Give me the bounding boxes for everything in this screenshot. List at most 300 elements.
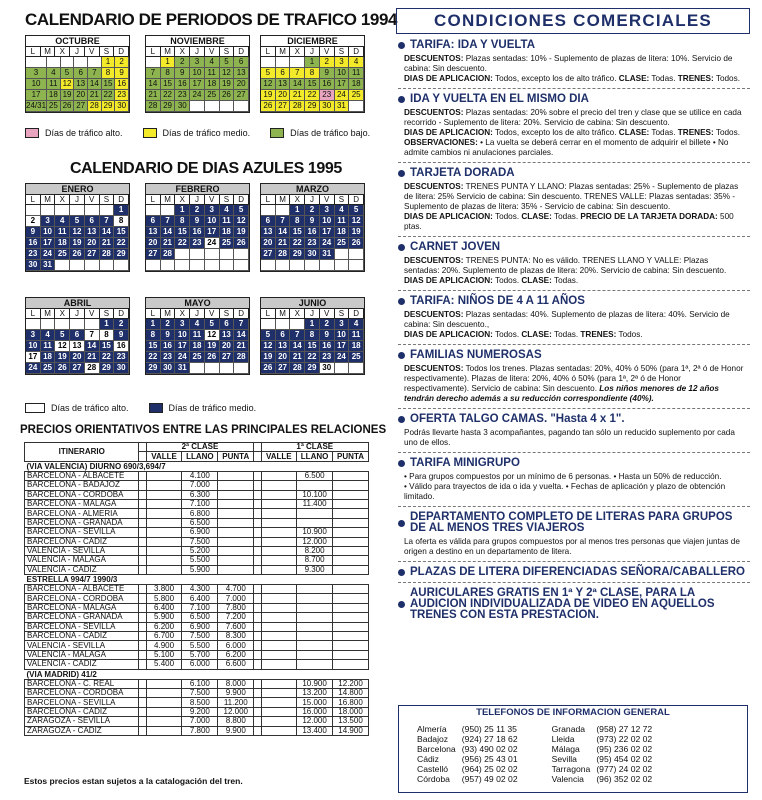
bullet-icon xyxy=(398,170,405,177)
calendar-day: 1 xyxy=(102,57,116,68)
price-cell: 6.100 xyxy=(182,679,218,688)
calendar-day: 4 xyxy=(190,319,205,330)
calendar-day: 19 xyxy=(349,227,364,238)
second-class-header: 2ª CLASE xyxy=(146,443,253,452)
route-cell: VALENCIA - CADIZ xyxy=(25,660,139,669)
table-row xyxy=(25,632,369,641)
price-cell: 16.800 xyxy=(333,698,369,707)
calendar-day xyxy=(190,101,205,112)
calendar-day: 9 xyxy=(305,216,320,227)
price-cell xyxy=(139,546,146,555)
price-cell xyxy=(333,622,369,631)
punta-header-2: PUNTA xyxy=(218,452,254,461)
calendar-day: 16 xyxy=(190,227,205,238)
weekday-header: V xyxy=(320,195,335,205)
price-cell: 7.000 xyxy=(218,594,254,603)
price-cell xyxy=(297,632,333,641)
table-row xyxy=(25,537,369,546)
condition-title-text: IDA Y VUELTA EN EL MISMO DIA xyxy=(410,93,589,105)
calendar-day: 20 xyxy=(261,238,276,249)
calendar-day: 19 xyxy=(220,79,235,90)
calendar-day: 19 xyxy=(55,352,70,363)
divider xyxy=(398,88,750,89)
calendar-day xyxy=(220,260,235,271)
table-row xyxy=(25,585,369,594)
llano-header-1: LLANO xyxy=(297,452,333,461)
calendar-day: 21 xyxy=(290,352,305,363)
calendar-day: 13 xyxy=(261,227,276,238)
condition-title-text: TARIFA: IDA Y VUELTA xyxy=(410,39,536,51)
route-cell: VALENCIA - SEVILLA xyxy=(25,546,139,555)
price-cell xyxy=(146,717,182,726)
weekday-header: M xyxy=(41,47,56,57)
condition-title-text: TARIFA: NIÑOS DE 4 A 11 AÑOS xyxy=(410,295,585,307)
weekday-header: X xyxy=(55,309,70,319)
weekday-header: V xyxy=(85,195,100,205)
bullet-icon xyxy=(398,460,405,467)
table-row xyxy=(25,717,369,726)
calendar-day: 31 xyxy=(320,249,335,260)
calendar-day xyxy=(85,319,100,330)
calendar-day: 29 xyxy=(102,101,116,112)
calendar-day: 14 xyxy=(85,341,100,352)
calendar-day xyxy=(26,319,41,330)
calendar-day: 17 xyxy=(41,238,56,249)
price-cell xyxy=(297,518,333,527)
calendar-diciembre xyxy=(260,35,365,113)
condition-text: DESCUENTOS: Plazas sentadas: 20% sobre el precio del tren y clase que se utilice en cada recorrido - Suplemento de litera: 20%. Servicio de cabina: Sin descuento. DIAS DE APLICACION: Todos, excepto los de alto tráfico. CLASE: Todas. TRENES: Todos. OBSERVACIONES: • La vuelta se deberá cerrar en el momento de adquirir el billete • No admite cambios ni anulaciones parciales. xyxy=(404,108,742,157)
price-cell: 8.300 xyxy=(218,632,254,641)
calendar-day xyxy=(205,260,220,271)
condition-section xyxy=(398,458,750,502)
weekday-header: V xyxy=(320,309,335,319)
calendar-day: 20 xyxy=(74,90,88,101)
price-cell xyxy=(139,565,146,574)
calendar-day: 24 xyxy=(205,238,220,249)
calendar-day: 23 xyxy=(161,352,176,363)
route-cell: VALENCIA - MALAGA xyxy=(25,650,139,659)
calendar-day: 8 xyxy=(102,68,116,79)
price-cell: 14.800 xyxy=(333,688,369,697)
table-row xyxy=(25,641,369,650)
calendar-day xyxy=(220,363,235,374)
calendar-day: 3 xyxy=(175,319,190,330)
price-cell xyxy=(261,717,297,726)
price-cell: 5.500 xyxy=(182,641,218,650)
price-cell xyxy=(333,537,369,546)
calendar-day: 13 xyxy=(234,68,249,79)
calendar-day: 10 xyxy=(175,330,190,341)
calendar-day: 21 xyxy=(88,90,102,101)
calendar-day: 2 xyxy=(320,319,335,330)
traffic-calendar-title: CALENDARIO DE PERIODOS DE TRAFICO 1994 xyxy=(25,10,398,29)
weekday-header: L xyxy=(146,195,161,205)
calendar-day: 19 xyxy=(205,341,220,352)
price-cell xyxy=(254,556,261,565)
month-name: DICIEMBRE xyxy=(261,36,364,47)
calendar-day: 12 xyxy=(70,227,85,238)
price-cell xyxy=(218,537,254,546)
table-row xyxy=(25,471,369,480)
calendar-day xyxy=(220,249,235,260)
calendar-noviembre xyxy=(145,35,250,113)
table-row xyxy=(25,688,369,697)
price-cell xyxy=(261,594,297,603)
table-row xyxy=(25,594,369,603)
condition-title xyxy=(398,414,750,425)
calendar-day: 20 xyxy=(276,90,291,101)
condition-title-text: PLAZAS DE LITERA DIFERENCIADAS SEÑORA/CABALLERO xyxy=(410,566,745,578)
calendar-day: 4 xyxy=(220,205,235,216)
price-cell: 12.000 xyxy=(297,537,333,546)
month-name: FEBRERO xyxy=(146,184,249,195)
price-cell xyxy=(139,499,146,508)
divider xyxy=(398,582,750,583)
calendar-day: 19 xyxy=(70,238,85,249)
calendar-day: 27 xyxy=(261,249,276,260)
price-cell xyxy=(261,707,297,716)
calendar-day: 21 xyxy=(161,238,176,249)
divider xyxy=(398,344,750,345)
weekday-header: S xyxy=(100,195,115,205)
phone-row xyxy=(417,724,658,734)
calendar-day: 12 xyxy=(261,341,276,352)
calendar-day: 13 xyxy=(146,227,161,238)
calendar-day: 13 xyxy=(85,227,100,238)
calendar-day: 27 xyxy=(74,101,88,112)
calendar-day: 3 xyxy=(335,57,350,68)
price-cell: 13.200 xyxy=(297,688,333,697)
calendar-day: 29 xyxy=(114,249,129,260)
calendar-day: 30 xyxy=(320,363,335,374)
divider xyxy=(398,506,750,507)
price-cell xyxy=(261,650,297,659)
calendar-day: 5 xyxy=(205,319,220,330)
calendar-day xyxy=(290,260,305,271)
legend-medium-label: Días de tráfico medio. xyxy=(162,128,251,138)
calendar-day: 12 xyxy=(205,330,220,341)
calendar-day xyxy=(349,363,364,374)
weekday-header: M xyxy=(161,309,176,319)
calendar-day: 27 xyxy=(146,249,161,260)
calendar-day xyxy=(276,319,291,330)
calendar-day xyxy=(146,57,161,68)
price-cell xyxy=(139,650,146,659)
price-cell: 10.100 xyxy=(297,490,333,499)
calendar-day: 26 xyxy=(70,249,85,260)
calendar-day: 2 xyxy=(114,319,129,330)
price-cell: 8.000 xyxy=(218,679,254,688)
price-cell xyxy=(254,679,261,688)
calendar-day: 25 xyxy=(190,352,205,363)
calendar-day: 7 xyxy=(85,330,100,341)
calendar-day: 14 xyxy=(88,79,102,90)
weekday-header: J xyxy=(190,195,205,205)
weekday-header: V xyxy=(85,47,100,57)
price-cell: 7.500 xyxy=(182,537,218,546)
bullet-icon xyxy=(398,42,405,49)
price-cell xyxy=(254,490,261,499)
price-cell xyxy=(139,490,146,499)
price-cell xyxy=(261,613,297,622)
calendar-day: 15 xyxy=(161,79,176,90)
calendar-day: 26 xyxy=(261,363,276,374)
bullet-icon xyxy=(398,352,405,359)
calendar-day xyxy=(349,260,364,271)
weekday-header: D xyxy=(234,47,249,57)
calendar-day: 30 xyxy=(175,101,190,112)
calendar-day: 18 xyxy=(190,341,205,352)
condition-text: DESCUENTOS: Plazas sentadas: 10% - Suplemento de plazas de litera: 10%. Servicio de cabina: Sin descuento. DIAS DE APLICACION: Todos, excepto los de alto tráfico. CLASE: Todas. TRENES: Todos. xyxy=(404,54,740,83)
table-row xyxy=(25,528,369,537)
calendar-day xyxy=(205,101,220,112)
price-cell xyxy=(261,688,297,697)
calendar-octubre xyxy=(25,35,130,113)
price-cell xyxy=(333,594,369,603)
table-row xyxy=(25,622,369,631)
calendar-day xyxy=(276,57,291,68)
bullet-icon xyxy=(398,298,405,305)
legend-swatch-low xyxy=(270,128,284,138)
calendar-day: 19 xyxy=(61,90,75,101)
calendar-day: 4 xyxy=(205,57,220,68)
price-cell: 6.200 xyxy=(218,650,254,659)
legend-high-label: Días de tráfico alto. xyxy=(45,128,123,138)
calendar-day xyxy=(41,205,56,216)
calendar-day: 21 xyxy=(146,90,161,101)
price-cell xyxy=(139,471,146,480)
calendar-day xyxy=(161,205,176,216)
calendar-day: 6 xyxy=(276,330,291,341)
phone-number: (977) 24 02 02 xyxy=(596,764,653,774)
price-cell xyxy=(333,481,369,490)
price-cell: 12.000 xyxy=(297,717,333,726)
price-cell xyxy=(254,698,261,707)
calendar-day: 10 xyxy=(335,330,350,341)
weekday-header: M xyxy=(276,195,291,205)
calendar-day: 29 xyxy=(305,101,320,112)
calendar-day xyxy=(205,249,220,260)
weekday-header: S xyxy=(335,195,350,205)
calendar-day: 24 xyxy=(190,90,205,101)
price-cell xyxy=(146,698,182,707)
divider xyxy=(398,162,750,163)
price-cell: 7.200 xyxy=(218,613,254,622)
calendar-day: 6 xyxy=(234,57,249,68)
city-name: Badajoz xyxy=(417,734,449,744)
price-cell xyxy=(333,556,369,565)
calendar-abril xyxy=(25,297,130,375)
calendar-day: 28 xyxy=(234,352,249,363)
calendar-day: 10 xyxy=(335,68,350,79)
calendar-day: 4 xyxy=(55,216,70,227)
price-cell xyxy=(333,660,369,669)
calendar-day xyxy=(70,319,85,330)
price-cell: 6.500 xyxy=(297,471,333,480)
calendar-day: 4 xyxy=(335,205,350,216)
calendar-day: 22 xyxy=(102,90,116,101)
price-cell: 12.200 xyxy=(333,679,369,688)
price-cell: 11.400 xyxy=(297,499,333,508)
condition-title xyxy=(398,458,750,469)
city-name: Lleida xyxy=(551,734,575,744)
weekday-header: M xyxy=(276,309,291,319)
price-cell: 4.100 xyxy=(182,471,218,480)
calendar-day: 24 xyxy=(26,363,41,374)
calendar-day: 5 xyxy=(55,330,70,341)
legend-swatch-medium xyxy=(143,128,157,138)
price-cell: 4.300 xyxy=(182,585,218,594)
phone-row xyxy=(417,764,658,774)
condition-title xyxy=(398,168,750,179)
calendar-day: 28 xyxy=(161,249,176,260)
price-cell xyxy=(146,679,182,688)
price-cell xyxy=(218,528,254,537)
condition-section xyxy=(398,40,750,84)
month-name: ENERO xyxy=(26,184,129,195)
weekday-header: V xyxy=(205,47,220,57)
calendar-day: 10 xyxy=(26,79,47,90)
route-cell: BARCELONA - BADAJOZ xyxy=(25,481,139,490)
condition-title-text: OFERTA TALGO CAMAS. "Hasta 4 x 1". xyxy=(410,413,625,425)
route-cell: BARCELONA - MALAGA xyxy=(25,603,139,612)
price-cell xyxy=(139,641,146,650)
weekday-header: L xyxy=(261,47,276,57)
calendar-day: 8 xyxy=(161,68,176,79)
weekday-header: X xyxy=(290,309,305,319)
calendar-day: 16 xyxy=(320,341,335,352)
price-cell xyxy=(254,499,261,508)
price-cell xyxy=(261,556,297,565)
calendar-day: 25 xyxy=(349,352,364,363)
condition-text: • Para grupos compuestos por un mínimo de 6 personas. • Hasta un 50% de reducción. • Válido para trayectos de ida o ida y vuelta. • Fechas de aplicación y plazo de obtención limitado. xyxy=(404,472,726,501)
calendar-day: 13 xyxy=(276,341,291,352)
weekday-header: S xyxy=(220,47,235,57)
calendar-day: 27 xyxy=(220,352,235,363)
calendar-day xyxy=(261,57,276,68)
calendar-day: 7 xyxy=(146,68,161,79)
calendar-day: 16 xyxy=(114,341,129,352)
prices-footnote: Estos precios estan sujetos a la catalogación del tren. xyxy=(24,776,243,786)
weekday-header: V xyxy=(205,195,220,205)
table-row xyxy=(25,509,369,518)
month-name: JUNIO xyxy=(261,298,364,309)
price-cell: 6.200 xyxy=(146,622,182,631)
calendar-day xyxy=(234,260,249,271)
calendar-day: 31 xyxy=(41,260,56,271)
calendar-day: 12 xyxy=(220,68,235,79)
table-row xyxy=(25,650,369,659)
price-cell xyxy=(297,481,333,490)
calendar-day: 18 xyxy=(47,90,61,101)
price-cell xyxy=(297,622,333,631)
calendar-day: 23 xyxy=(114,352,129,363)
price-cell xyxy=(333,490,369,499)
calendar-day: 18 xyxy=(41,352,56,363)
calendar-day: 21 xyxy=(85,352,100,363)
calendar-day: 28 xyxy=(85,363,100,374)
price-cell xyxy=(254,471,261,480)
weekday-header: D xyxy=(349,195,364,205)
weekday-header: J xyxy=(70,47,85,57)
price-cell xyxy=(261,585,297,594)
calendar-day xyxy=(234,363,249,374)
calendar-day: 22 xyxy=(175,238,190,249)
price-cell xyxy=(261,679,297,688)
calendar-day xyxy=(175,249,190,260)
weekday-header: J xyxy=(190,309,205,319)
price-cell xyxy=(139,528,146,537)
calendar-day: 1 xyxy=(100,319,115,330)
price-cell: 5.900 xyxy=(146,613,182,622)
calendar-day: 13 xyxy=(276,79,291,90)
price-cell xyxy=(139,679,146,688)
calendar-day: 2 xyxy=(175,57,190,68)
phone-row xyxy=(417,744,658,754)
weekday-header: X xyxy=(175,195,190,205)
calendar-day: 24/31 xyxy=(26,101,47,110)
calendar-day: 8 xyxy=(146,330,161,341)
price-cell xyxy=(139,622,146,631)
weekday-header: X xyxy=(175,47,190,57)
conditions-title: CONDICIONES COMERCIALES xyxy=(396,8,750,34)
calendar-day: 24 xyxy=(41,249,56,260)
calendar-day xyxy=(320,260,335,271)
calendar-day: 23 xyxy=(320,90,335,101)
calendar-day: 18 xyxy=(55,238,70,249)
weekday-header: M xyxy=(41,195,56,205)
price-cell xyxy=(139,603,146,612)
price-cell: 15.000 xyxy=(297,698,333,707)
calendar-day: 22 xyxy=(305,90,320,101)
phone-number: (957) 49 02 02 xyxy=(461,774,518,784)
calendar-day: 6 xyxy=(276,68,291,79)
city-name: Málaga xyxy=(551,744,580,754)
condition-section xyxy=(398,350,750,404)
price-cell: 7.800 xyxy=(182,726,218,735)
price-cell xyxy=(139,556,146,565)
calendar-day: 1 xyxy=(305,57,320,68)
phone-row xyxy=(417,774,658,784)
price-cell xyxy=(146,528,182,537)
calendar-day xyxy=(100,205,115,216)
price-section-title: ESTRELLA 994/7 1990/3 xyxy=(25,575,369,585)
calendar-day: 25 xyxy=(349,90,364,101)
price-cell: 16.000 xyxy=(297,707,333,716)
valle-header-1: VALLE xyxy=(261,452,297,461)
price-cell: 7.000 xyxy=(182,481,218,490)
calendar-day: 14 xyxy=(276,227,291,238)
condition-title-text: FAMILIAS NUMEROSAS xyxy=(410,349,542,361)
weekday-header: L xyxy=(26,47,41,57)
price-cell xyxy=(146,509,182,518)
price-cell xyxy=(261,632,297,641)
price-cell: 12.000 xyxy=(218,707,254,716)
calendar-day xyxy=(190,363,205,374)
table-row xyxy=(25,481,369,490)
calendar-day xyxy=(146,205,161,216)
calendar-day: 24 xyxy=(335,90,350,101)
blue-days-title: CALENDARIO DE DIAS AZULES 1995 xyxy=(70,160,342,177)
calendar-day: 9 xyxy=(190,216,205,227)
calendar-day: 24 xyxy=(320,238,335,249)
weekday-header: V xyxy=(205,309,220,319)
calendar-day: 28 xyxy=(290,101,305,112)
price-cell xyxy=(254,565,261,574)
legend-swatch-high xyxy=(25,128,39,138)
llano-header-2: LLANO xyxy=(182,452,218,461)
price-cell xyxy=(261,622,297,631)
